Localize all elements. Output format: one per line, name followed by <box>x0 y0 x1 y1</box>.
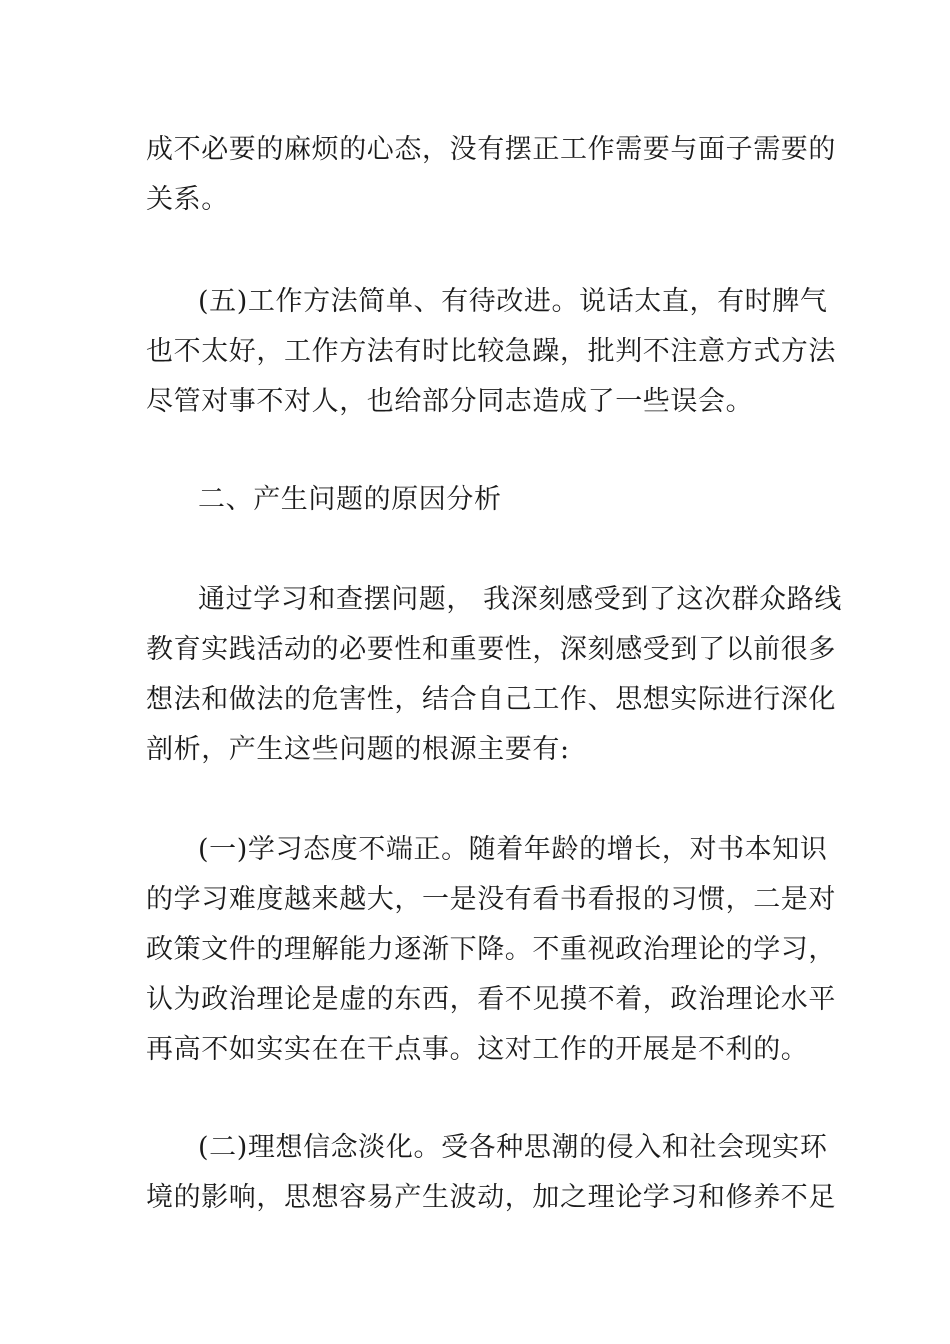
paragraph-5-line-2: 境的影响，思想容易产生波动，加之理论学习和修养不足 <box>146 1182 836 1213</box>
paragraph-1-line-1: 成不必要的麻烦的心态，没有摆正工作需要与面子需要的 <box>146 134 836 165</box>
paragraph-2-line-3: 尽管对事不对人，也给部分同志造成了一些误会。 <box>146 386 754 417</box>
paragraph-4-line-2: 的学习难度越来越大，一是没有看书看报的习惯，二是对 <box>146 884 836 915</box>
paragraph-4-line-5: 再高不如实实在在干点事。这对工作的开展是不利的。 <box>146 1034 809 1065</box>
paragraph-3-line-2: 教育实践活动的必要性和重要性，深刻感受到了以前很多 <box>146 634 836 665</box>
paragraph-1-line-2: 关系。 <box>146 184 229 215</box>
paragraph-2-line-2: 也不太好，工作方法有时比较急躁，批判不注意方式方法 <box>146 336 836 367</box>
paragraph-3-line-1: 通过学习和查摆问题， 我深刻感受到了这次群众路线 <box>198 584 842 615</box>
paragraph-5-line-1: (二)理想信念淡化。受各种思潮的侵入和社会现实环 <box>198 1132 828 1163</box>
paragraph-4-line-4: 认为政治理论是虚的东西，看不见摸不着，政治理论水平 <box>146 984 836 1015</box>
paragraph-2-line-1: (五)工作方法简单、有待改进。说话太直，有时脾气 <box>198 286 828 317</box>
paragraph-4-line-3: 政策文件的理解能力逐渐下降。不重视政治理论的学习， <box>146 934 836 965</box>
paragraph-3-line-4: 剖析，产生这些问题的根源主要有: <box>146 734 570 765</box>
paragraph-3-line-3: 想法和做法的危害性，结合自己工作、思想实际进行深化 <box>146 684 836 715</box>
section-heading: 二、产生问题的原因分析 <box>198 484 502 515</box>
paragraph-4-line-1: (一)学习态度不端正。随着年龄的增长，对书本知识 <box>198 834 828 865</box>
